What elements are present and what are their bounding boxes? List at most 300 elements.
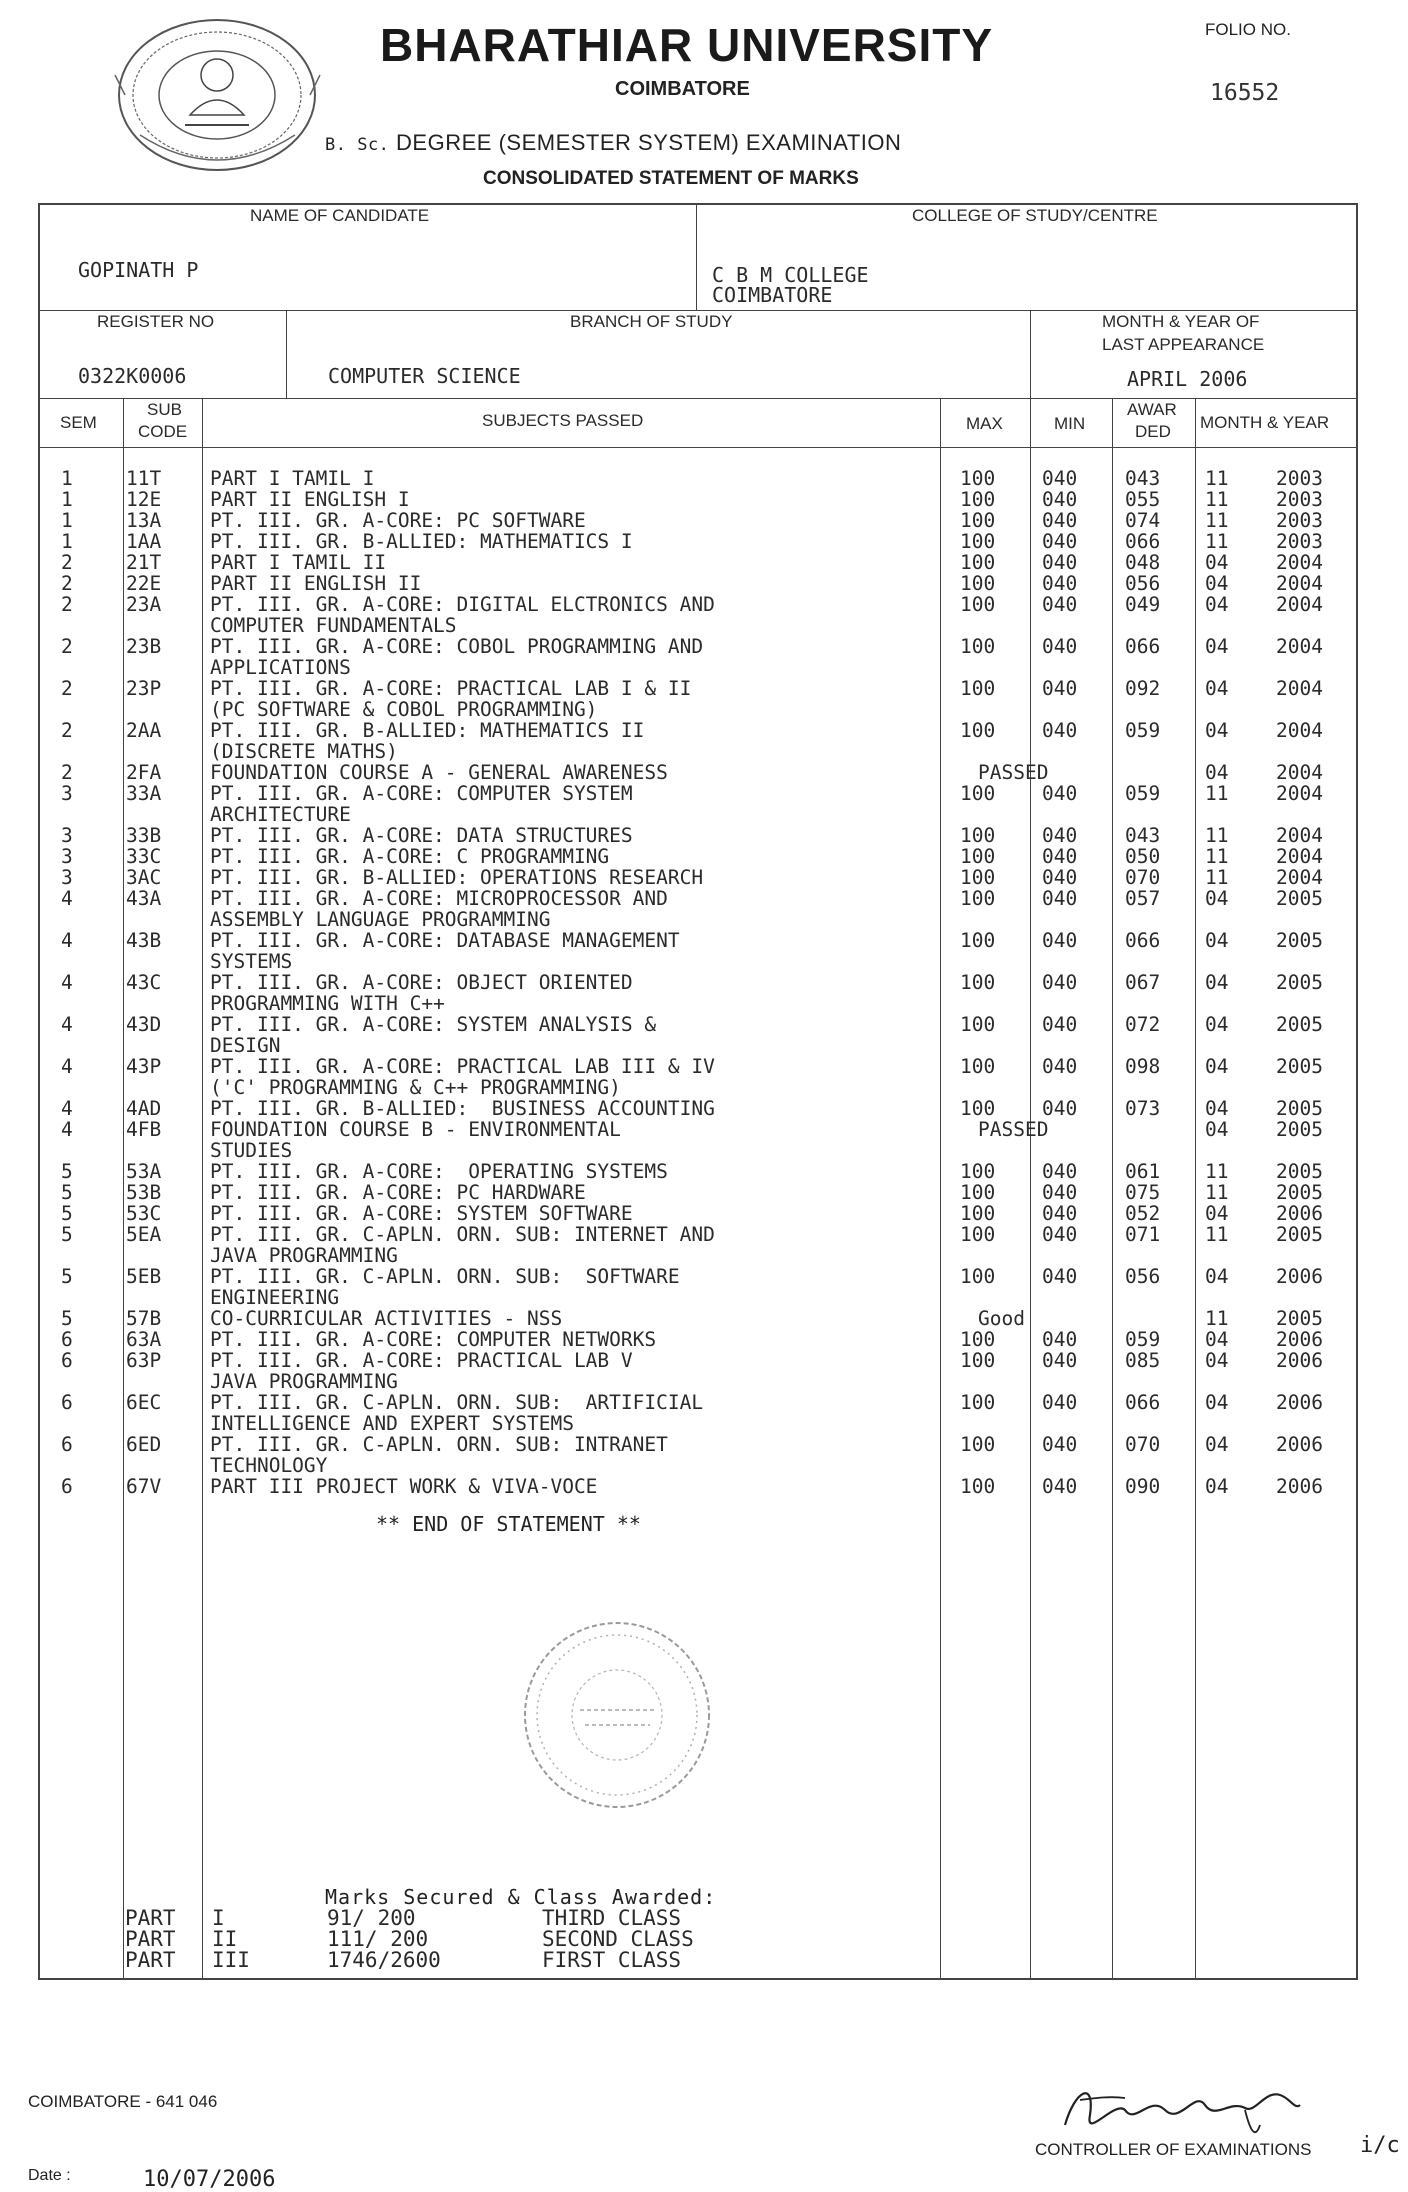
controller-incharge-mark: i/c — [1360, 2133, 1400, 2158]
awarded-marks: 085 — [1125, 1349, 1161, 1372]
exam-month: 11 — [1205, 782, 1229, 805]
semester: 6 — [61, 1349, 73, 1372]
semester: 5 — [61, 1202, 73, 1225]
subject-name: PART II ENGLISH I — [210, 488, 410, 511]
max-marks: 100 — [960, 509, 996, 532]
exam-month: 04 — [1205, 1097, 1229, 1120]
awarded-marks: 070 — [1125, 1433, 1161, 1456]
exam-year: 2004 — [1276, 761, 1323, 784]
exam-month: 04 — [1205, 971, 1229, 994]
awarded-marks: 066 — [1125, 635, 1161, 658]
subject-code: 43B — [126, 929, 162, 952]
subject-name: PT. III. GR. A-CORE: DATABASE MANAGEMENT — [210, 929, 680, 952]
subject-code: 53B — [126, 1181, 162, 1204]
table-row — [48, 1161, 1348, 1182]
max-marks: 100 — [960, 635, 996, 658]
min-marks: 040 — [1042, 1202, 1078, 1225]
max-marks: 100 — [960, 1097, 996, 1120]
subject-name: PT. III. GR. A-CORE: PRACTICAL LAB I & II — [210, 677, 692, 700]
max-marks: 100 — [960, 1013, 996, 1036]
subject-name-continued: JAVA PROGRAMMING — [210, 1370, 398, 1393]
subject-code: 53C — [126, 1202, 162, 1225]
exam-year: 2004 — [1276, 824, 1323, 847]
min-marks: 040 — [1042, 593, 1078, 616]
max-marks: 100 — [960, 551, 996, 574]
university-name: BHARATHIAR UNIVERSITY — [380, 19, 994, 71]
exam-year: 2003 — [1276, 509, 1323, 532]
divider — [1030, 310, 1031, 398]
awarded-marks: 074 — [1125, 509, 1161, 532]
exam-month: 04 — [1205, 1391, 1229, 1414]
subject-code: 43P — [126, 1055, 162, 1078]
last-appearance-label-2: LAST APPEARANCE — [1102, 335, 1265, 354]
exam-month: 04 — [1205, 572, 1229, 595]
awarded-marks: 066 — [1125, 929, 1161, 952]
subject-code: 33C — [126, 845, 162, 868]
table-row — [48, 972, 1348, 1014]
subject-code: 23B — [126, 635, 162, 658]
table-row — [48, 531, 1348, 552]
exam-year: 2005 — [1276, 1055, 1323, 1078]
exam-month: 11 — [1205, 866, 1229, 889]
date-label: Date : — [28, 2167, 71, 2184]
min-marks: 040 — [1042, 551, 1078, 574]
exam-month: 04 — [1205, 1349, 1229, 1372]
part-class: SECOND CLASS — [542, 1927, 694, 1951]
col-header-code-2: CODE — [138, 422, 188, 441]
subject-name: PART I TAMIL II — [210, 551, 387, 574]
min-marks: 040 — [1042, 677, 1078, 700]
exam-month: 04 — [1205, 1013, 1229, 1036]
divider — [696, 203, 697, 310]
max-marks: 100 — [960, 1055, 996, 1078]
exam-year: 2003 — [1276, 467, 1323, 490]
divider — [38, 398, 1358, 399]
max-marks: 100 — [960, 824, 996, 847]
semester: 2 — [61, 677, 73, 700]
subject-name: PT. III. GR. B-ALLIED: OPERATIONS RESEARCH — [210, 866, 704, 889]
issue-date: 10/07/2006 — [143, 2167, 276, 2192]
awarded-marks: 055 — [1125, 488, 1161, 511]
min-marks: 040 — [1042, 1328, 1078, 1351]
min-marks: 040 — [1042, 866, 1078, 889]
awarded-marks: 056 — [1125, 1265, 1161, 1288]
subject-name-continued: ARCHITECTURE — [210, 803, 351, 826]
subject-name: PT. III. GR. A-CORE: PRACTICAL LAB V — [210, 1349, 633, 1372]
max-marks: 100 — [960, 719, 996, 742]
exam-month: 04 — [1205, 929, 1229, 952]
last-appearance: APRIL 2006 — [1127, 367, 1248, 391]
subject-name: PT. III. GR. C-APLN. ORN. SUB: ARTIFICIAL — [210, 1391, 704, 1414]
candidate-name: GOPINATH P — [78, 258, 199, 282]
exam-year: 2004 — [1276, 551, 1323, 574]
subject-name: PART II ENGLISH II — [210, 572, 422, 595]
col-header-min: MIN — [1054, 414, 1086, 433]
max-marks: 100 — [960, 1475, 996, 1498]
exam-month: 04 — [1205, 1475, 1229, 1498]
exam-year: 2006 — [1276, 1349, 1323, 1372]
college-line-1: C B M COLLEGE — [712, 263, 869, 287]
name-label: NAME OF CANDIDATE — [250, 206, 430, 225]
max-marks: 100 — [960, 1202, 996, 1225]
awarded-marks: 061 — [1125, 1160, 1161, 1183]
exam-year: 2005 — [1276, 1118, 1323, 1141]
subject-code: 23A — [126, 593, 162, 616]
semester: 5 — [61, 1223, 73, 1246]
part-class: FIRST CLASS — [542, 1948, 682, 1972]
awarded-marks: 098 — [1125, 1055, 1161, 1078]
exam-year: 2004 — [1276, 782, 1323, 805]
exam-month: 11 — [1205, 467, 1229, 490]
exam-month: 11 — [1205, 824, 1229, 847]
exam-year: 2004 — [1276, 635, 1323, 658]
exam-year: 2004 — [1276, 677, 1323, 700]
subject-name: PT. III. GR. A-CORE: SYSTEM ANALYSIS & — [210, 1013, 657, 1036]
exam-month: 04 — [1205, 719, 1229, 742]
table-row — [48, 636, 1348, 678]
subject-name-continued: COMPUTER FUNDAMENTALS — [210, 614, 457, 637]
awarded-marks: 066 — [1125, 1391, 1161, 1414]
semester: 3 — [61, 824, 73, 847]
min-marks: 040 — [1042, 719, 1078, 742]
table-row — [48, 1014, 1348, 1056]
awarded-marks: 072 — [1125, 1013, 1161, 1036]
exam-year: 2005 — [1276, 887, 1323, 910]
semester: 2 — [61, 761, 73, 784]
subject-code: 11T — [126, 467, 162, 490]
exam-month: 11 — [1205, 530, 1229, 553]
register-number: 0322K0006 — [78, 364, 187, 388]
table-row — [48, 573, 1348, 594]
table-row — [48, 1266, 1348, 1308]
semester: 3 — [61, 866, 73, 889]
exam-year: 2003 — [1276, 530, 1323, 553]
exam-year: 2005 — [1276, 1181, 1323, 1204]
university-seal-logo — [110, 15, 325, 175]
max-marks: 100 — [960, 1181, 996, 1204]
exam-month: 04 — [1205, 1328, 1229, 1351]
min-marks: 040 — [1042, 1391, 1078, 1414]
semester: 5 — [61, 1307, 73, 1330]
table-row — [48, 1203, 1348, 1224]
subject-code: 53A — [126, 1160, 162, 1183]
subject-name: PT. III. GR. A-CORE: DIGITAL ELCTRONICS AND — [210, 593, 715, 616]
max-marks: 100 — [960, 1433, 996, 1456]
table-row — [48, 720, 1348, 762]
part-number: II — [212, 1927, 238, 1951]
semester: 4 — [61, 1055, 73, 1078]
awarded-marks: 057 — [1125, 887, 1161, 910]
table-row — [48, 1056, 1348, 1098]
min-marks: 040 — [1042, 782, 1078, 805]
exam-month: 04 — [1205, 551, 1229, 574]
exam-month: 04 — [1205, 677, 1229, 700]
subject-name-continued: DESIGN — [210, 1034, 281, 1057]
subject-code: 43D — [126, 1013, 162, 1036]
subject-name: PT. III. GR. A-CORE: COMPUTER NETWORKS — [210, 1328, 657, 1351]
exam-month: 04 — [1205, 593, 1229, 616]
subject-code: 43A — [126, 887, 162, 910]
min-marks: 040 — [1042, 1160, 1078, 1183]
min-marks: 040 — [1042, 635, 1078, 658]
awarded-marks: 059 — [1125, 719, 1161, 742]
table-row — [48, 1476, 1348, 1497]
semester: 3 — [61, 845, 73, 868]
semester: 5 — [61, 1181, 73, 1204]
result-status: PASSED — [978, 1118, 1049, 1141]
subject-code: 63P — [126, 1349, 162, 1372]
subject-name-continued: SYSTEMS — [210, 950, 293, 973]
semester: 6 — [61, 1391, 73, 1414]
table-row — [48, 1434, 1348, 1476]
degree-text: DEGREE (SEMESTER SYSTEM) EXAMINATION — [396, 130, 902, 155]
min-marks: 040 — [1042, 1223, 1078, 1246]
table-row — [48, 1350, 1348, 1392]
table-row — [48, 1224, 1348, 1266]
subject-name: PART III PROJECT WORK & VIVA-VOCE — [210, 1475, 598, 1498]
divider — [38, 310, 1358, 311]
subject-code: 33A — [126, 782, 162, 805]
exam-year: 2005 — [1276, 1223, 1323, 1246]
exam-year: 2005 — [1276, 1160, 1323, 1183]
part-marks: 91/ 200 — [327, 1906, 416, 1930]
subject-code: 2AA — [126, 719, 162, 742]
exam-year: 2003 — [1276, 488, 1323, 511]
subject-name: PT. III. GR. C-APLN. ORN. SUB: INTRANET — [210, 1433, 668, 1456]
subject-name-continued: ENGINEERING — [210, 1286, 340, 1309]
subject-name: PT. III. GR. A-CORE: COMPUTER SYSTEM — [210, 782, 633, 805]
subject-name: PT. III. GR. B-ALLIED: BUSINESS ACCOUNTING — [210, 1097, 715, 1120]
subject-name: PT. III. GR. A-CORE: PC HARDWARE — [210, 1181, 586, 1204]
subject-code: 67V — [126, 1475, 162, 1498]
exam-year: 2004 — [1276, 572, 1323, 595]
exam-month: 04 — [1205, 761, 1229, 784]
marks-summary-title: Marks Secured & Class Awarded: — [325, 1885, 717, 1909]
exam-month: 04 — [1205, 1202, 1229, 1225]
exam-month: 04 — [1205, 887, 1229, 910]
exam-year: 2005 — [1276, 1307, 1323, 1330]
awarded-marks: 049 — [1125, 593, 1161, 616]
exam-year: 2006 — [1276, 1202, 1323, 1225]
subject-name-continued: JAVA PROGRAMMING — [210, 1244, 398, 1267]
awarded-marks: 073 — [1125, 1097, 1161, 1120]
exam-year: 2004 — [1276, 719, 1323, 742]
semester: 3 — [61, 782, 73, 805]
col-header-awarded-2: DED — [1135, 422, 1171, 441]
exam-month: 04 — [1205, 1055, 1229, 1078]
subject-name: PT. III. GR. B-ALLIED: MATHEMATICS II — [210, 719, 645, 742]
last-appearance-label-1: MONTH & YEAR OF — [1102, 312, 1260, 331]
max-marks: 100 — [960, 782, 996, 805]
degree-title — [325, 130, 901, 156]
college-label: COLLEGE OF STUDY/CENTRE — [912, 206, 1158, 225]
exam-year: 2006 — [1276, 1328, 1323, 1351]
max-marks: 100 — [960, 1265, 996, 1288]
subject-name: PT. III. GR. A-CORE: OBJECT ORIENTED — [210, 971, 633, 994]
subject-code: 13A — [126, 509, 162, 532]
semester: 2 — [61, 593, 73, 616]
table-row — [48, 867, 1348, 888]
subject-name-continued: (PC SOFTWARE & COBOL PROGRAMMING) — [210, 698, 598, 721]
max-marks: 100 — [960, 929, 996, 952]
part-marks: 111/ 200 — [327, 1927, 429, 1951]
part-label: PART — [125, 1906, 176, 1930]
table-row — [48, 489, 1348, 510]
max-marks: 100 — [960, 488, 996, 511]
table-row — [48, 846, 1348, 867]
subject-code: 33B — [126, 824, 162, 847]
subject-code: 2FA — [126, 761, 162, 784]
min-marks: 040 — [1042, 488, 1078, 511]
semester: 2 — [61, 551, 73, 574]
subject-code: 57B — [126, 1307, 162, 1330]
subject-code: 5EB — [126, 1265, 162, 1288]
min-marks: 040 — [1042, 1097, 1078, 1120]
awarded-marks: 043 — [1125, 824, 1161, 847]
subject-code: 3AC — [126, 866, 162, 889]
subject-code: 21T — [126, 551, 162, 574]
min-marks: 040 — [1042, 530, 1078, 553]
subject-name-continued: (DISCRETE MATHS) — [210, 740, 398, 763]
awarded-marks: 066 — [1125, 530, 1161, 553]
awarded-marks: 092 — [1125, 677, 1161, 700]
part-class: THIRD CLASS — [542, 1906, 682, 1930]
exam-year: 2006 — [1276, 1391, 1323, 1414]
branch-of-study: COMPUTER SCIENCE — [328, 364, 521, 388]
exam-month: 11 — [1205, 1160, 1229, 1183]
subject-code: 12E — [126, 488, 162, 511]
min-marks: 040 — [1042, 467, 1078, 490]
college-line-2: COIMBATORE — [712, 283, 833, 307]
official-stamp — [510, 1615, 725, 1815]
semester: 1 — [61, 530, 73, 553]
university-address: COIMBATORE - 641 046 — [28, 2092, 218, 2111]
semester: 4 — [61, 887, 73, 910]
awarded-marks: 056 — [1125, 572, 1161, 595]
awarded-marks: 048 — [1125, 551, 1161, 574]
register-label: REGISTER NO — [97, 312, 215, 331]
subject-name-continued: APPLICATIONS — [210, 656, 351, 679]
min-marks: 040 — [1042, 1433, 1078, 1456]
table-row — [48, 930, 1348, 972]
divider — [38, 447, 1358, 448]
exam-month: 11 — [1205, 1223, 1229, 1246]
table-row — [48, 510, 1348, 531]
min-marks: 040 — [1042, 1475, 1078, 1498]
awarded-marks: 075 — [1125, 1181, 1161, 1204]
min-marks: 040 — [1042, 929, 1078, 952]
min-marks: 040 — [1042, 1055, 1078, 1078]
subject-code: 43C — [126, 971, 162, 994]
subject-name: PT. III. GR. B-ALLIED: MATHEMATICS I — [210, 530, 633, 553]
max-marks: 100 — [960, 1160, 996, 1183]
max-marks: 100 — [960, 677, 996, 700]
semester: 6 — [61, 1475, 73, 1498]
semester: 1 — [61, 509, 73, 532]
awarded-marks: 070 — [1125, 866, 1161, 889]
max-marks: 100 — [960, 467, 996, 490]
table-row — [48, 1119, 1348, 1161]
part-marks: 1746/2600 — [327, 1948, 441, 1972]
min-marks: 040 — [1042, 1013, 1078, 1036]
subject-code: 4FB — [126, 1118, 162, 1141]
degree-prefix: B. Sc. — [325, 135, 390, 155]
semester: 2 — [61, 719, 73, 742]
exam-month: 11 — [1205, 1181, 1229, 1204]
exam-year: 2005 — [1276, 1097, 1323, 1120]
table-row — [48, 888, 1348, 930]
exam-year: 2006 — [1276, 1475, 1323, 1498]
semester: 4 — [61, 1118, 73, 1141]
awarded-marks: 059 — [1125, 1328, 1161, 1351]
subject-name-continued: ('C' PROGRAMMING & C++ PROGRAMMING) — [210, 1076, 621, 1099]
max-marks: 100 — [960, 1391, 996, 1414]
subject-name: PT. III. GR. A-CORE: COBOL PROGRAMMING AND — [210, 635, 704, 658]
semester: 6 — [61, 1433, 73, 1456]
semester: 4 — [61, 1013, 73, 1036]
awarded-marks: 090 — [1125, 1475, 1161, 1498]
subject-code: 63A — [126, 1328, 162, 1351]
col-header-awarded-1: AWAR — [1127, 400, 1177, 419]
semester: 5 — [61, 1160, 73, 1183]
min-marks: 040 — [1042, 1265, 1078, 1288]
exam-month: 04 — [1205, 1118, 1229, 1141]
max-marks: 100 — [960, 1223, 996, 1246]
awarded-marks: 043 — [1125, 467, 1161, 490]
table-row — [48, 825, 1348, 846]
part-number: III — [212, 1948, 250, 1972]
max-marks: 100 — [960, 866, 996, 889]
branch-label: BRANCH OF STUDY — [570, 312, 733, 331]
table-row — [48, 1392, 1348, 1434]
university-city: COIMBATORE — [615, 78, 750, 100]
exam-month: 04 — [1205, 635, 1229, 658]
controller-signature — [1055, 2070, 1305, 2150]
subject-code: 23P — [126, 677, 162, 700]
statement-title: CONSOLIDATED STATEMENT OF MARKS — [483, 168, 859, 189]
semester: 2 — [61, 572, 73, 595]
exam-month: 11 — [1205, 845, 1229, 868]
min-marks: 040 — [1042, 1349, 1078, 1372]
exam-month: 04 — [1205, 1265, 1229, 1288]
max-marks: 100 — [960, 593, 996, 616]
table-row — [48, 678, 1348, 720]
exam-year: 2005 — [1276, 971, 1323, 994]
exam-year: 2004 — [1276, 866, 1323, 889]
subject-name-continued: STUDIES — [210, 1139, 293, 1162]
exam-year: 2006 — [1276, 1265, 1323, 1288]
col-header-month-year: MONTH & YEAR — [1200, 413, 1330, 432]
part-number: I — [212, 1906, 225, 1930]
subject-name: PT. III. GR. A-CORE: C PROGRAMMING — [210, 845, 610, 868]
semester: 4 — [61, 1097, 73, 1120]
subject-name-continued: ASSEMBLY LANGUAGE PROGRAMMING — [210, 908, 551, 931]
awarded-marks: 050 — [1125, 845, 1161, 868]
subject-name: FOUNDATION COURSE B - ENVIRONMENTAL — [210, 1118, 621, 1141]
semester: 4 — [61, 929, 73, 952]
min-marks: 040 — [1042, 824, 1078, 847]
awarded-marks: 052 — [1125, 1202, 1161, 1225]
controller-title: CONTROLLER OF EXAMINATIONS — [1035, 2140, 1312, 2159]
subject-name: PT. III. GR. A-CORE: PC SOFTWARE — [210, 509, 586, 532]
subject-name: PART I TAMIL I — [210, 467, 375, 490]
semester: 1 — [61, 467, 73, 490]
exam-year: 2005 — [1276, 929, 1323, 952]
table-row — [48, 552, 1348, 573]
subject-code: 6EC — [126, 1391, 162, 1414]
subject-name: PT. III. GR. A-CORE: PRACTICAL LAB III & IV — [210, 1055, 715, 1078]
semester: 1 — [61, 488, 73, 511]
